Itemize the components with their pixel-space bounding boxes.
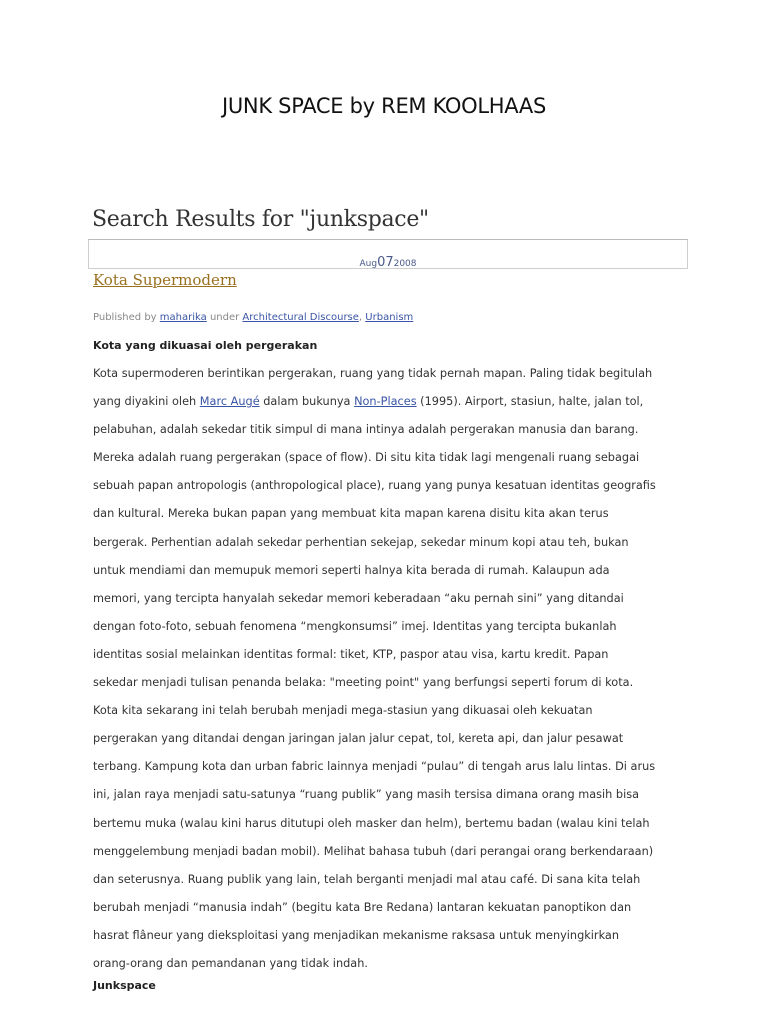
body-line: orang-orang dan pemandanan yang tidak indah.: [93, 956, 368, 970]
category-link-architectural-discourse[interactable]: Architectural Discourse: [242, 312, 359, 323]
category-separator: ,: [358, 312, 363, 323]
body-line: Kota kita sekarang ini telah berubah menjadi mega-stasiun yang dikuasai oleh kekuatan: [93, 704, 593, 718]
body-line: dengan foto-foto, sebuah fenomena “mengkonsumsi” imej. Identitas yang tercipta bukanlah: [93, 619, 617, 633]
body-line: memori, yang tercipta hanyalah sekedar memori keberadaan “aku pernah sini” yang ditandai: [93, 591, 624, 605]
body-line: dan kultural. Mereka bukan papan yang membuat kita mapan karena disitu kita akan terus: [93, 507, 609, 521]
published-by-label: Published by: [93, 312, 157, 323]
body-line: ini, jalan raya menjadi satu-satunya “ruang publik” yang masih tersisa dimana orang masih bisa: [93, 788, 640, 802]
body-line-with-links: [93, 388, 693, 416]
body-line: untuk mendiami dan memupuk memori seperti halnya kita berada di rumah. Kalaupun ada: [93, 563, 610, 577]
junkspace-subheading: Junkspace: [93, 979, 156, 992]
body-line: dan seterusnya. Ruang publik yang lain, telah berganti menjadi mal atau café. Di sana kita telah: [93, 872, 641, 886]
category-link-urbanism[interactable]: Urbanism: [365, 312, 414, 323]
body-text-segment: dalam bukunya: [259, 395, 351, 409]
body-text-segment: (1995). Airport, stasiun, halte, jalan tol,: [416, 395, 644, 409]
body-line: pergerakan yang ditandai dengan jaringan jalan jalur cepat, tol, kereta api, dan jalur pesawat: [93, 732, 624, 746]
body-line: terbang. Kampung kota dan urban fabric lainnya menjadi “pulau” di tengah arus lalu lintas. Di arus: [93, 760, 656, 774]
body-line: sebuah papan antropologis (anthropological place), ruang yang punya kesatuan identitas geografis: [93, 479, 656, 493]
non-places-link[interactable]: Non-Places: [354, 395, 417, 409]
author-link[interactable]: maharika: [159, 312, 207, 323]
marc-auge-link[interactable]: Marc Augé: [199, 395, 260, 409]
search-results-heading: Search Results for "junkspace": [92, 207, 429, 232]
body-line: identitas sosial melainkan identitas formal: tiket, KTP, paspor atau visa, kartu kredit. Papan: [93, 647, 609, 661]
document-title: JUNK SPACE by REM KOOLHAAS: [221, 94, 547, 118]
body-line: Kota supermoderen berintikan pergerakan, ruang yang tidak pernah mapan. Paling tidak begitulah: [93, 367, 653, 380]
post-body: [93, 360, 693, 978]
post-date-box: [88, 239, 688, 269]
post-date-day: 07: [377, 255, 394, 270]
body-line: hasrat flâneur yang dieksploitasi yang menjadikan mekanisme raksasa untuk menyingkirkan: [93, 928, 620, 942]
body-line: menggelembung menjadi badan mobil). Melihat bahasa tubuh (dari perangai orang berkendaraan): [93, 844, 654, 858]
body-line: bertemu muka (walau kini harus ditutupi oleh masker dan helm), bertemu badan (walau kini telah: [93, 816, 650, 830]
post-date-month: Aug: [359, 259, 378, 269]
post-date-year: 2008: [393, 259, 417, 269]
body-text-segment: yang diyakini oleh: [93, 395, 197, 409]
post-meta: [93, 312, 413, 323]
body-line: sekedar menjadi tulisan penanda belaka: "meeting point" yang berfungsi seperti forum di kota.: [93, 676, 634, 690]
body-line: bergerak. Perhentian adalah sekedar perhentian sekejap, sekedar minum kopi atau teh, bukan: [93, 535, 629, 549]
under-label: under: [209, 312, 240, 323]
section-subheading: Kota yang dikuasai oleh pergerakan: [93, 339, 318, 352]
body-line: Mereka adalah ruang pergerakan (space of flow). Di situ kita tidak lagi mengenali ruang sebagai: [93, 451, 640, 465]
body-line: pelabuhan, adalah sekedar titik simpul di mana intinya adalah pergerakan manusia dan barang.: [93, 423, 639, 437]
body-line: berubah menjadi “manusia indah” (begitu kata Bre Redana) lantaran kekuatan panoptikon dan: [93, 900, 632, 914]
post-title-link[interactable]: Kota Supermodern: [93, 271, 237, 289]
